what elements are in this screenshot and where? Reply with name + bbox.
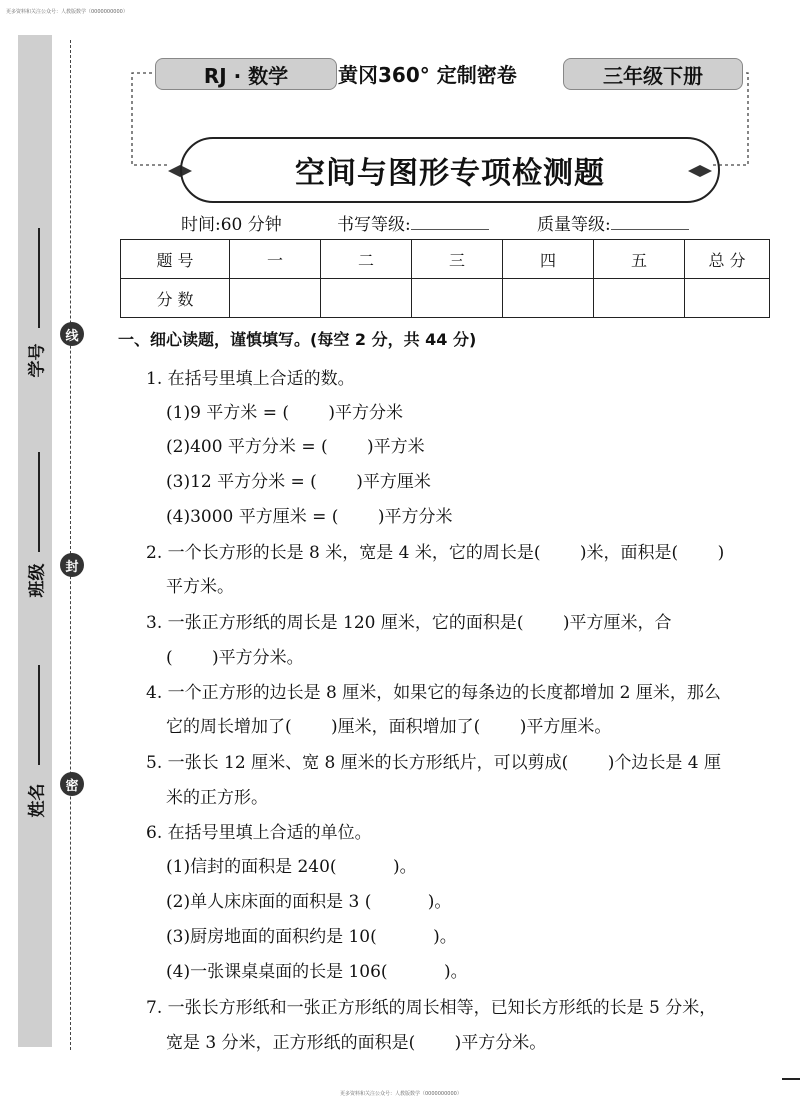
binding-strip bbox=[18, 35, 52, 1047]
class-line bbox=[38, 452, 40, 552]
score-cell-4[interactable] bbox=[503, 279, 594, 318]
score-col-5: 五 bbox=[594, 240, 685, 279]
question-1-4: (4)3000 平方厘米 = ( )平方分米 bbox=[166, 507, 453, 527]
quality-grade-blank[interactable] bbox=[611, 229, 689, 230]
question-1-1: (1)9 平方米 = ( )平方分米 bbox=[166, 403, 404, 423]
question-5-line2: 米的正方形。 bbox=[166, 788, 268, 808]
question-6-1: (1)信封的面积是 240( )。 bbox=[166, 857, 417, 877]
writing-grade-label: 书写等级: bbox=[337, 215, 411, 235]
question-7-line1: 7. 一张长方形纸和一张正方形纸的周长相等，已知长方形纸的长是 5 分米， bbox=[146, 998, 717, 1018]
score-table-header-row bbox=[121, 240, 770, 279]
question-2-line2: 平方米。 bbox=[166, 577, 234, 597]
binding-dashed-line bbox=[70, 40, 71, 1050]
time-label: 时间:60 分钟 bbox=[181, 215, 282, 235]
score-cell-total[interactable] bbox=[685, 279, 770, 318]
quality-grade bbox=[537, 210, 689, 235]
section1-heading: 一、细心读题，谨慎填写。(每空 2 分，共 44 分) bbox=[118, 330, 477, 349]
student-no-label: 学号 bbox=[27, 343, 48, 377]
score-row-label: 分 数 bbox=[121, 279, 230, 318]
question-6: 6. 在括号里填上合适的单位。 bbox=[146, 823, 372, 843]
bottom-note: 更多资料和关注公众号：人教版数学（0000000000） bbox=[340, 1091, 462, 1097]
score-col-3: 三 bbox=[412, 240, 503, 279]
question-1-3: (3)12 平方分米 = ( )平方厘米 bbox=[166, 472, 431, 492]
score-cell-3[interactable] bbox=[412, 279, 503, 318]
question-3-line2: ( )平方分米。 bbox=[166, 648, 304, 668]
question-6-3: (3)厨房地面的面积约是 10( )。 bbox=[166, 927, 457, 947]
question-1: 1. 在括号里填上合适的数。 bbox=[146, 369, 355, 389]
class-label: 班级 bbox=[27, 563, 48, 597]
score-cell-2[interactable] bbox=[321, 279, 412, 318]
question-4-line2: 它的周长增加了( )厘米，面积增加了( )平方厘米。 bbox=[166, 717, 612, 737]
score-col-4: 四 bbox=[503, 240, 594, 279]
seal-secret: 密 bbox=[60, 772, 84, 796]
writing-grade bbox=[337, 210, 489, 235]
score-col-label: 题 号 bbox=[121, 240, 230, 279]
subject-pill: RJ · 数学 bbox=[155, 58, 337, 90]
question-6-4: (4)一张课桌桌面的长是 106( )。 bbox=[166, 962, 468, 982]
question-1-2: (2)400 平方分米 = ( )平方米 bbox=[166, 437, 425, 457]
score-col-total: 总 分 bbox=[685, 240, 770, 279]
question-3-line1: 3. 一张正方形纸的周长是 120 厘米，它的面积是( )平方厘米，合 bbox=[146, 613, 672, 633]
score-col-1: 一 bbox=[230, 240, 321, 279]
question-6-2: (2)单人床床面的面积是 3 ( )。 bbox=[166, 892, 452, 912]
student-no-line bbox=[38, 228, 40, 328]
score-col-2: 二 bbox=[321, 240, 412, 279]
question-2-line1: 2. 一个长方形的长是 8 米，宽是 4 米，它的周长是( )米，面积是( ) bbox=[146, 543, 725, 563]
writing-grade-blank[interactable] bbox=[411, 229, 489, 230]
question-4-line1: 4. 一个正方形的边长是 8 厘米，如果它的每条边的长度都增加 2 厘米，那么 bbox=[146, 683, 721, 703]
score-table-score-row bbox=[121, 279, 770, 318]
corner-mark bbox=[782, 1078, 800, 1080]
quality-grade-label: 质量等级: bbox=[537, 215, 611, 235]
name-line bbox=[38, 665, 40, 765]
page-title: 空间与图形专项检测题 bbox=[180, 137, 720, 203]
score-cell-1[interactable] bbox=[230, 279, 321, 318]
seal-seal: 封 bbox=[60, 553, 84, 577]
question-5-line1: 5. 一张长 12 厘米、宽 8 厘米的长方形纸片，可以剪成( )个边长是 4 厘 bbox=[146, 753, 721, 773]
question-7-line2: 宽是 3 分米，正方形纸的面积是( )平方分米。 bbox=[166, 1033, 547, 1053]
grade-pill: 三年级下册 bbox=[563, 58, 743, 90]
score-cell-5[interactable] bbox=[594, 279, 685, 318]
name-label: 姓名 bbox=[27, 783, 48, 817]
brand-text: 黄冈360° 定制密卷 bbox=[338, 62, 517, 87]
seal-line: 线 bbox=[60, 322, 84, 346]
score-table bbox=[120, 239, 770, 318]
top-note: 更多资料和关注公众号：人教版数学（0000000000） bbox=[6, 9, 128, 15]
